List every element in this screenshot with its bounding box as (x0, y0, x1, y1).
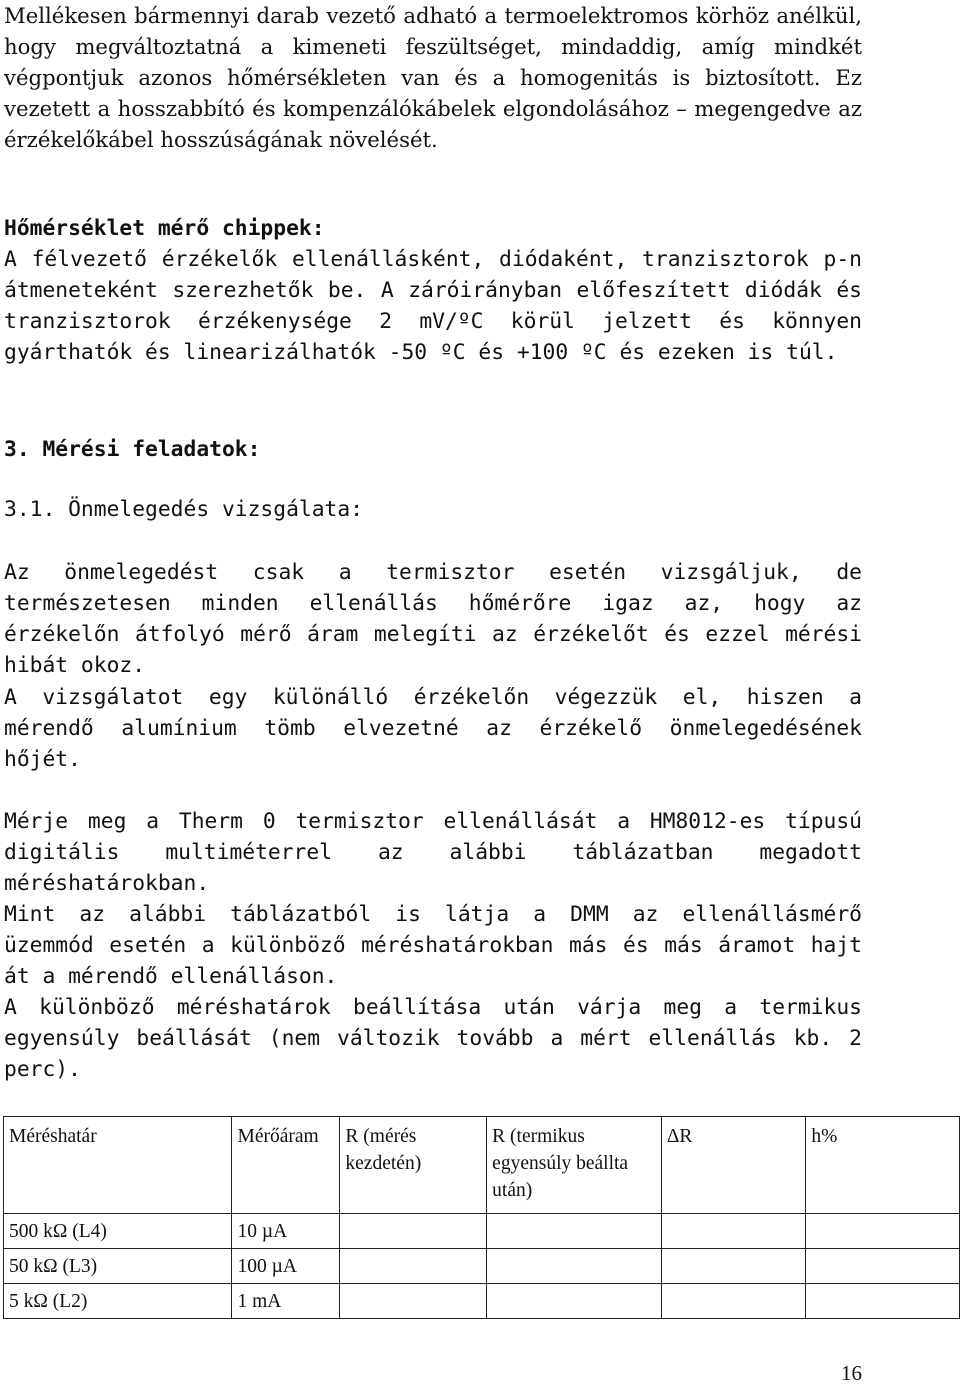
chip-heading: Hőmérséklet mérő chippek: (4, 216, 325, 241)
cell-h-percent[interactable] (806, 1249, 960, 1284)
cell-range: 5 kΩ (L2) (4, 1284, 232, 1319)
subsection-heading: 3.1. Önmelegedés vizsgálata: (4, 497, 364, 522)
table-row (4, 1284, 960, 1319)
header-cell-h-percent: h% (806, 1117, 960, 1214)
cell-h-percent[interactable] (806, 1284, 960, 1319)
table-row (4, 1214, 960, 1249)
cell-h-percent[interactable] (806, 1214, 960, 1249)
cell-r-equilibrium[interactable] (487, 1284, 662, 1319)
cell-range: 50 kΩ (L3) (4, 1249, 232, 1284)
cell-delta-r[interactable] (661, 1284, 806, 1319)
cell-delta-r[interactable] (661, 1214, 806, 1249)
thermal-equilibrium-paragraph: A különböző méréshatárok beállítása után várja meg a termikus egyensúly beállását (nem változik tovább a mért ellenállás kb. 2 perc). (4, 995, 862, 1082)
cell-r-equilibrium[interactable] (487, 1214, 662, 1249)
header-cell-current: Mérőáram (232, 1117, 340, 1214)
self-heating-paragraph: Az önmelegedést csak a termisztor esetén vizsgáljuk, de természetesen minden ellenállás hőmérőre igaz az, hogy az érzékelőn átfolyó mérő áram melegíti az érzékelőt és ezzel mérési hibát okoz. (4, 560, 862, 678)
cell-r-start[interactable] (340, 1214, 487, 1249)
table-header-row (4, 1117, 960, 1214)
header-cell-r-start: R (mérés kezdetén) (340, 1117, 487, 1214)
cell-delta-r[interactable] (661, 1249, 806, 1284)
cell-r-start[interactable] (340, 1284, 487, 1319)
chip-paragraph: A félvezető érzékelők ellenállásként, diódaként, tranzisztorok p-n átmeneteként szerezhetők be. A záróirányban előfeszített diódák és tranzisztorok érzékenysége 2 mV/ºC körül jelzett és könnyen gyárthatók és linearizálhatók -50 ºC és +100 ºC és ezeken is túl. (4, 247, 862, 365)
header-cell-delta-r: ΔR (661, 1117, 806, 1214)
cell-range: 500 kΩ (L4) (4, 1214, 232, 1249)
measurement-table (3, 1116, 960, 1319)
cell-r-start[interactable] (340, 1249, 487, 1284)
measure-instruction-paragraph: Mérje meg a Therm 0 termisztor ellenállását a HM8012-es típusú digitális multiméterrel az alábbi táblázatban megadott méréshatárokban. (4, 809, 862, 896)
section-heading: 3. Mérési feladatok: (4, 437, 261, 462)
table-row (4, 1249, 960, 1284)
cell-current: 100 µA (232, 1249, 340, 1284)
dmm-current-paragraph: Mint az alábbi táblázatból is látja a DMM az ellenállásmérő üzemmód esetén a különböző méréshatárokban más és más áramot hajt át a mérendő ellenálláson. (4, 902, 862, 989)
intro-paragraph: Mellékesen bármennyi darab vezető adható a termoelektromos körhöz anélkül, hogy megváltoztatná a kimeneti feszültséget, mindaddig, amíg mindkét végpontjuk azonos hőmérsékleten van és a homogenitás is biztosított. Ez vezetett a hosszabbító és kompenzálókábelek elgondolásához – megengedve az érzékelőkábel hosszúságának növelését. (4, 3, 862, 152)
cell-r-equilibrium[interactable] (487, 1249, 662, 1284)
page-number: 16 (841, 1361, 862, 1385)
cell-current: 10 µA (232, 1214, 340, 1249)
header-cell-range: Méréshatár (4, 1117, 232, 1214)
separate-sensor-paragraph: A vizsgálatot egy különálló érzékelőn végezzük el, hiszen a mérendő alumínium tömb elvezetné az érzékelő önmelegedésének hőjét. (4, 685, 862, 772)
cell-current: 1 mA (232, 1284, 340, 1319)
header-cell-r-equilibrium: R (termikus egyensúly beállta után) (487, 1117, 662, 1214)
